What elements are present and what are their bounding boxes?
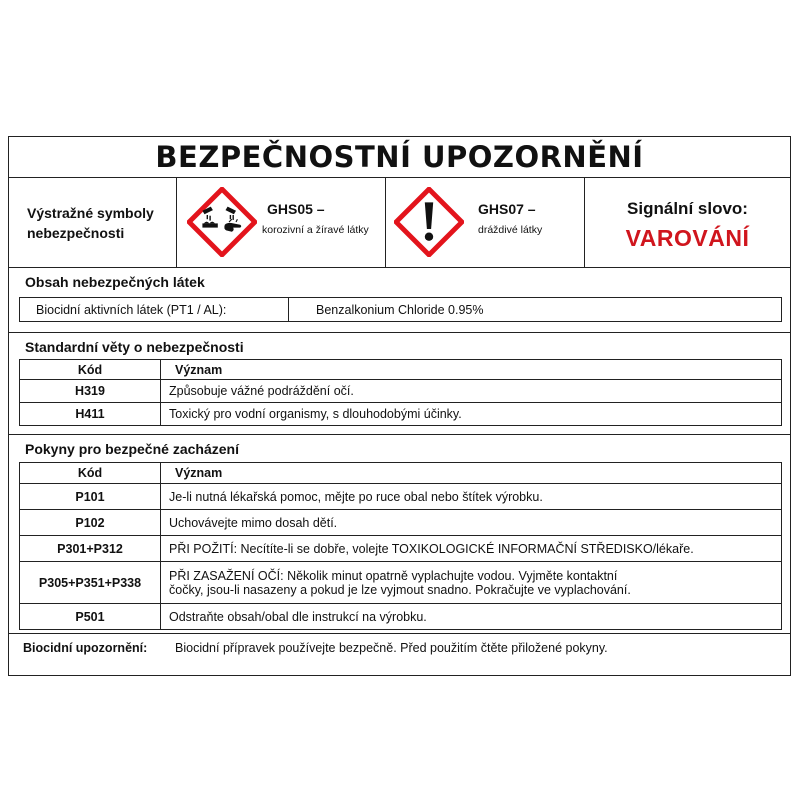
- symbols-label-line2: nebezpečnosti: [27, 225, 125, 241]
- ghs05-description: korozivní a žíravé látky: [262, 224, 369, 236]
- table-row: [20, 510, 782, 536]
- precaution-heading: Pokyny pro bezpečné zacházení: [25, 441, 239, 457]
- signal-word: VAROVÁNÍ: [625, 225, 750, 251]
- safety-label: [8, 136, 791, 676]
- table-row: [20, 403, 782, 426]
- table-row: [20, 484, 782, 510]
- table-header-row: [20, 463, 782, 484]
- hazard-code: H411: [20, 403, 161, 426]
- page-title: BEZPEČNOSTNÍ UPOZORNĚNÍ: [9, 137, 790, 178]
- corrosion-pictogram-icon: [187, 187, 257, 257]
- hazard-table: [19, 359, 782, 426]
- precaution-text: Uchovávejte mimo dosah dětí.: [161, 510, 782, 536]
- divider: [9, 434, 790, 435]
- precaution-text: Je-li nutná lékařská pomoc, mějte po ruce obal nebo štítek výrobku.: [161, 484, 782, 510]
- symbols-label-line1: Výstražné symboly: [27, 205, 154, 221]
- substances-heading: Obsah nebezpečných látek: [25, 274, 205, 290]
- precaution-code: P102: [20, 510, 161, 536]
- ghs07-cell: [386, 177, 585, 267]
- precaution-col-code: Kód: [20, 463, 161, 484]
- biocide-label: Biocidní upozornění:: [23, 641, 148, 655]
- hazard-col-code: Kód: [20, 360, 161, 380]
- exclamation-pictogram-icon: [394, 187, 464, 257]
- table-row: [20, 604, 782, 630]
- table-row: [20, 380, 782, 403]
- hazard-heading: Standardní věty o nebezpečnosti: [25, 339, 244, 355]
- divider: [9, 332, 790, 333]
- precaution-code: P305+P351+P338: [20, 562, 161, 604]
- table-row: [20, 536, 782, 562]
- ghs07-code: GHS07 –: [478, 201, 536, 217]
- divider: [9, 633, 790, 634]
- substances-box: [19, 297, 782, 322]
- hazard-text: Způsobuje vážné podráždění očí.: [161, 380, 782, 403]
- substances-value: Benzalkonium Chloride 0.95%: [316, 303, 484, 317]
- biocide-text: Biocidní přípravek používejte bezpečně. Před použitím čtěte přiložené pokyny.: [175, 641, 608, 655]
- table-header-row: [20, 360, 782, 380]
- precaution-code: P101: [20, 484, 161, 510]
- precaution-text: PŘI ZASAŽENÍ OČÍ: Několik minut opatrně vyplachujte vodou. Vyjměte kontaktní: [169, 568, 618, 583]
- symbols-label-cell: [9, 177, 177, 267]
- hazard-col-meaning: Význam: [161, 360, 782, 380]
- ghs05-code: GHS05 –: [267, 201, 325, 217]
- precaution-text-continued: čočky, jsou-li nasazeny a pokud je lze vyjmout snadno. Pokračujte ve vyplachování.: [169, 582, 631, 597]
- ghs05-cell: [177, 177, 386, 267]
- symbols-row: [9, 177, 790, 268]
- precaution-code: P301+P312: [20, 536, 161, 562]
- table-row: [20, 562, 782, 604]
- hazard-text: Toxický pro vodní organismy, s dlouhodobými účinky.: [161, 403, 782, 426]
- substances-label: Biocidní aktivních látek (PT1 / AL):: [36, 303, 227, 317]
- precaution-text: PŘI POŽITÍ: Necítíte-li se dobře, volejte TOXIKOLOGICKÉ INFORMAČNÍ STŘEDISKO/lékaře.: [161, 536, 782, 562]
- precaution-col-meaning: Význam: [161, 463, 782, 484]
- precaution-table: [19, 462, 782, 630]
- hazard-code: H319: [20, 380, 161, 403]
- signal-word-cell: [585, 177, 790, 267]
- ghs07-description: dráždivé látky: [478, 224, 543, 236]
- precaution-code: P501: [20, 604, 161, 630]
- signal-word-label: Signální slovo:: [627, 199, 748, 218]
- precaution-text: Odstraňte obsah/obal dle instrukcí na výrobku.: [161, 604, 782, 630]
